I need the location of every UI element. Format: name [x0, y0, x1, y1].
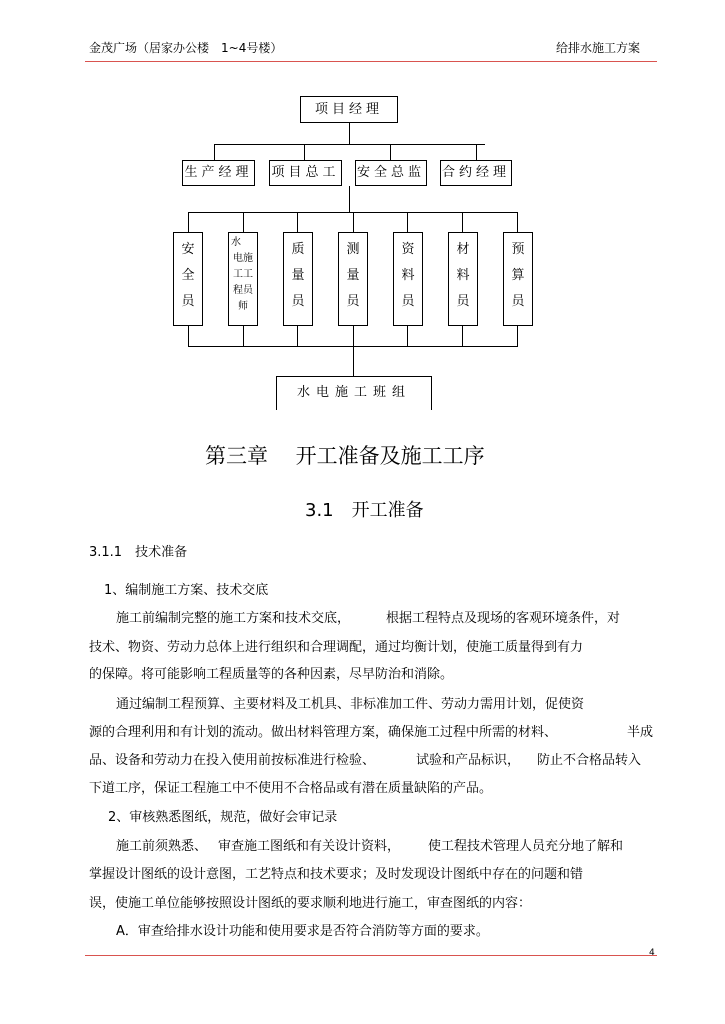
- connector: [353, 212, 354, 232]
- org-box-level3: [283, 232, 313, 326]
- connector: [188, 212, 189, 232]
- paragraph-line: 掌握设计图纸的设计意图，工艺特点和技术要求；及时发现设计图纸中存在的问题和错: [89, 867, 584, 882]
- header-left: 金茂广场（居家办公楼 1~4号楼）: [89, 41, 283, 55]
- org-box-level2: [269, 160, 342, 186]
- paragraph-line: 半成: [627, 725, 654, 740]
- chapter-title: 第三章 开工准备及施工工序: [205, 444, 485, 468]
- paragraph-line: 审查施工图纸和有关设计资料，: [218, 839, 401, 854]
- paragraph-line: 源的合理利用和有计划的流动。做出材料管理方案，确保施工过程中所需的材料、: [89, 725, 558, 740]
- item-heading: 2、审核熟悉图纸，规范，做好会审记录: [108, 810, 338, 825]
- connector: [349, 186, 350, 212]
- connector: [476, 144, 477, 160]
- paragraph-line: 使工程技术管理人员充分地了解和: [428, 839, 624, 854]
- paragraph-line: 误，使施工单位能够按照设计图纸的要求顺利地进行施工，审查图纸的内容：: [89, 896, 532, 911]
- org-box-label: 资 料 员: [401, 242, 415, 309]
- paragraph-line: 下道工序，保证工程施工中不使用不合格品或有潜在质量缺陷的产品。: [89, 781, 493, 796]
- paragraph-line: 施工前编制完整的施工方案和技术交底，: [116, 611, 351, 626]
- org-box-label: 材 料 员: [456, 242, 470, 309]
- connector: [214, 144, 485, 145]
- org-box-bottom: [276, 376, 432, 410]
- paragraph-line: 施工前须熟悉、: [116, 839, 208, 854]
- connector: [353, 346, 354, 376]
- org-box-level3: [338, 232, 368, 326]
- connector: [243, 212, 244, 232]
- connector: [407, 212, 408, 232]
- header-rule: [85, 61, 657, 62]
- org-box-label: 测 量 员: [346, 242, 360, 309]
- page-number: 4: [649, 948, 655, 958]
- item-heading: 1、编制施工方案、技术交底: [104, 583, 269, 598]
- org-box-top: [300, 96, 398, 123]
- header-right: 给排水施工方案: [556, 41, 641, 55]
- connector: [188, 326, 189, 346]
- connector: [517, 326, 518, 346]
- org-box-label: 安 全 员: [181, 242, 195, 309]
- paragraph-line: 试验和产品标识，: [416, 753, 521, 768]
- connector: [304, 144, 305, 160]
- org-box-label: 水 电施 工工 程员 师: [231, 237, 253, 312]
- paragraph-line: 的保障。将可能影响工程质量等的各种因素，尽早防治和消除。: [89, 667, 454, 682]
- paragraph-line: A．审查给排水设计功能和使用要求是否符合消防等方面的要求。: [116, 924, 489, 939]
- subsection-heading: 3.1.1 技术准备: [89, 545, 188, 560]
- org-box-label: 合约经理: [441, 165, 510, 180]
- org-box-label: 安全总监: [356, 165, 425, 180]
- org-box-level3: [173, 232, 203, 326]
- connector: [297, 212, 298, 232]
- connector: [297, 326, 298, 346]
- org-box-level2: [182, 160, 255, 186]
- org-box-level3: [448, 232, 478, 326]
- org-box-label: 质 量 员: [291, 242, 305, 309]
- org-box-level3: [393, 232, 423, 326]
- connector: [407, 326, 408, 346]
- connector: [462, 212, 463, 232]
- connector: [214, 144, 215, 160]
- connector: [353, 326, 354, 346]
- org-box-label: 项目总工: [271, 165, 340, 180]
- org-box-level3: [503, 232, 533, 326]
- paragraph-line: 品、设备和劳动力在投入使用前按标准进行检验、: [89, 753, 376, 768]
- connector: [349, 123, 350, 144]
- section-title: 3.1 开工准备: [305, 500, 424, 521]
- paragraph-line: 根据工程特点及现场的客观环境条件，对: [386, 611, 621, 626]
- paragraph-line: 防止不合格品转入: [537, 753, 642, 768]
- connector: [517, 212, 518, 232]
- connector: [462, 326, 463, 346]
- org-box-bottom-label: 水电施工班组: [296, 385, 411, 400]
- org-box-top-label: 项目经理: [314, 102, 383, 117]
- org-box-level2: [355, 160, 427, 186]
- org-box-label: 生产经理: [184, 165, 253, 180]
- paragraph-line: 通过编制工程预算、主要材料及工机具、非标准加工件、劳动力需用计划，促使资: [116, 697, 585, 712]
- footer-rule: [85, 955, 657, 956]
- paragraph-line: 技术、物资、劳动力总体上进行组织和合理调配，通过均衡计划，使施工质量得到有力: [89, 640, 584, 655]
- org-box-level3: [228, 232, 258, 326]
- connector: [243, 326, 244, 346]
- org-box-label: 预 算 员: [511, 242, 525, 309]
- org-box-level2: [440, 160, 512, 186]
- connector: [390, 144, 391, 160]
